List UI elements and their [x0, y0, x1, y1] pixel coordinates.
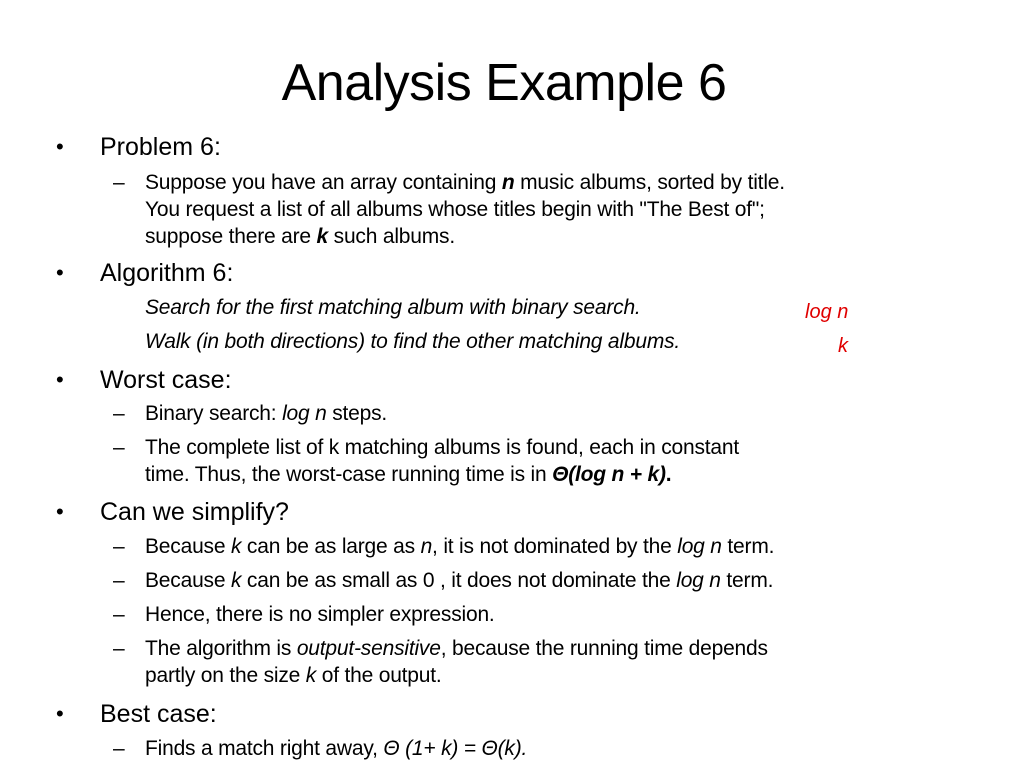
text-line — [145, 533, 774, 560]
text-run: k — [230, 535, 242, 558]
text-line — [145, 434, 739, 461]
text-line — [145, 461, 671, 488]
text-run: Binary search: — [145, 402, 283, 425]
text-run: Because — [145, 569, 231, 592]
complexity-note: log n — [805, 301, 849, 323]
text-line — [145, 196, 765, 223]
text-run: of the output. — [316, 664, 442, 687]
text-run: time. Thus, the worst-case running time is in — [145, 463, 553, 486]
dash-icon: – — [113, 569, 125, 592]
text-run: k — [230, 569, 242, 592]
bullet-icon: • — [56, 701, 64, 726]
text-run: suppose there are — [145, 225, 317, 248]
text-run: such albums. — [328, 225, 455, 248]
text-run: The algorithm is — [145, 637, 297, 660]
text-run: , because the running time depends — [440, 637, 768, 660]
text-run: The complete list of k matching albums is found, each in constant — [145, 436, 739, 459]
text-run: steps. — [326, 402, 388, 425]
dash-icon: – — [113, 603, 125, 626]
text-run: n — [420, 535, 433, 558]
text-run: Θ(log n + k) — [552, 463, 666, 486]
dash-icon: – — [113, 737, 125, 760]
text-run: You request a list of all albums whose titles begin with "The Best of"; — [145, 198, 765, 221]
text-run: Because — [145, 535, 231, 558]
text-line — [145, 567, 773, 594]
text-run: Suppose you have an array containing — [145, 171, 502, 194]
complexity-note: k — [838, 335, 848, 357]
dash-icon: – — [113, 436, 125, 459]
text-run: music albums, sorted by title. — [514, 171, 785, 194]
text-line — [145, 400, 387, 427]
text-line — [145, 223, 455, 250]
heading-simplify: Can we simplify? — [100, 498, 289, 526]
heading-problem: Problem 6: — [100, 133, 221, 161]
algorithm-step: Search for the first matching album with binary search. — [145, 296, 641, 319]
text-run: can be as large as — [241, 535, 421, 558]
bullet-icon: • — [56, 134, 64, 159]
bullet-icon: • — [56, 260, 64, 285]
text-run: can be as small as 0 , it does not dominate the — [241, 569, 677, 592]
heading-worst-case: Worst case: — [100, 366, 232, 394]
algorithm-step: Walk (in both directions) to find the other matching albums. — [145, 330, 681, 353]
text-run: term. — [721, 535, 775, 558]
text-run: term. — [720, 569, 774, 592]
text-line — [145, 662, 442, 689]
text-run: k — [305, 664, 317, 687]
heading-algorithm: Algorithm 6: — [100, 259, 234, 287]
heading-best-case: Best case: — [100, 700, 217, 728]
text-run: log n — [676, 569, 721, 592]
dash-icon: – — [113, 637, 125, 660]
text-line — [145, 169, 785, 196]
text-run: output-sensitive — [296, 637, 441, 660]
text-run: partly on the size — [145, 664, 306, 687]
text-run: log n — [282, 402, 327, 425]
bullet-icon: • — [56, 367, 64, 392]
text-run: , it is not dominated by the — [432, 535, 678, 558]
dash-icon: – — [113, 535, 125, 558]
text-line — [145, 635, 768, 662]
dash-icon: – — [113, 171, 125, 194]
text-run: log n — [677, 535, 722, 558]
text-line — [145, 601, 495, 628]
text-run: Finds a match right away, — [145, 737, 384, 760]
text-run: . — [665, 463, 672, 486]
text-run: Hence, there is no simpler expression. — [145, 603, 495, 626]
text-run: k — [316, 225, 329, 248]
dash-icon: – — [113, 402, 125, 425]
text-run: Θ (1+ k) = Θ(k). — [383, 737, 528, 760]
bullet-icon: • — [56, 499, 64, 524]
text-line — [145, 735, 527, 762]
text-run: n — [501, 171, 515, 194]
slide-title: Analysis Example 6 — [281, 54, 727, 112]
